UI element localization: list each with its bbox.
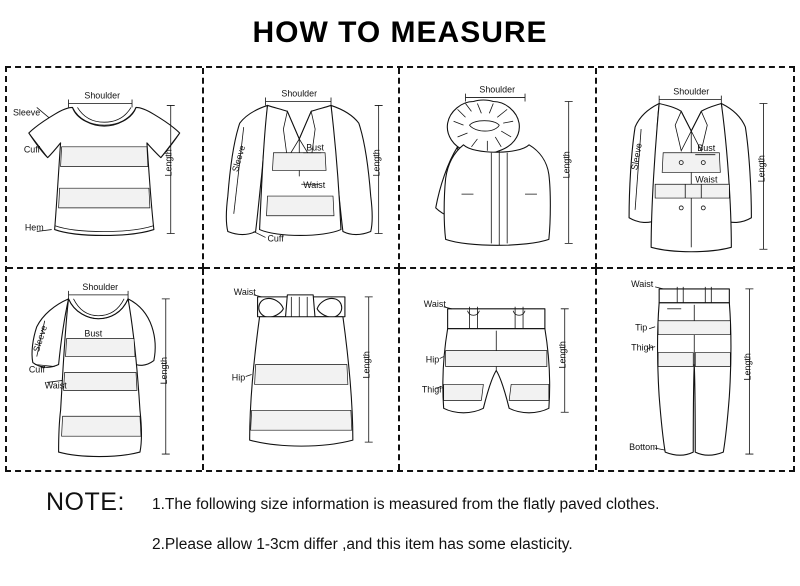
label-thigh: Thigh: [630, 342, 654, 353]
label-shoulder: Shoulder: [82, 281, 119, 292]
measurement-grid: [5, 66, 795, 472]
label-waist: Waist: [233, 286, 256, 297]
note-label: NOTE:: [46, 488, 125, 516]
label-waist: Waist: [423, 298, 446, 309]
label-shoulder: Shoulder: [84, 90, 121, 101]
label-length: Length: [755, 155, 766, 183]
label-tip: Tip: [634, 322, 647, 333]
label-cuff: Cuff: [28, 364, 46, 375]
label-waist: Waist: [44, 380, 67, 391]
label-shoulder: Shoulder: [672, 86, 709, 97]
label-sleeve: Sleeve: [12, 107, 41, 118]
label-length: Length: [371, 149, 382, 177]
label-hip: Hip: [425, 354, 440, 365]
note-line-2: 2.Please allow 1-3cm differ ,and this item has some elasticity.: [152, 536, 573, 553]
label-waist: Waist: [302, 180, 325, 191]
label-bust: Bust: [305, 142, 324, 153]
label-hem: Hem: [24, 222, 44, 233]
note-section: [0, 480, 800, 580]
label-length: Length: [361, 351, 372, 379]
label-waist: Waist: [630, 278, 653, 289]
t-shirt-diagram: [7, 68, 204, 269]
label-cuff: Cuff: [267, 233, 284, 244]
skirt-diagram: [204, 269, 401, 470]
label-shoulder: Shoulder: [479, 84, 516, 95]
label-bottom: Bottom: [628, 442, 658, 453]
label-hip: Hip: [231, 372, 245, 383]
page-title: HOW TO MEASURE: [252, 16, 548, 49]
label-shoulder: Shoulder: [280, 88, 317, 99]
label-sleeve: Sleeve: [31, 324, 50, 354]
shorts-diagram: [400, 269, 597, 470]
note-line-1: 1.The following size information is measured from the flatly paved clothes.: [152, 496, 660, 513]
label-cuff: Cuff: [23, 144, 41, 155]
label-length: Length: [741, 353, 752, 381]
trench-coat-diagram: [597, 68, 794, 269]
label-sleeve: Sleeve: [628, 142, 644, 171]
blazer-diagram: [204, 68, 401, 269]
label-length: Length: [163, 149, 174, 177]
label-bust: Bust: [84, 328, 103, 339]
fur-coat-diagram: [400, 68, 597, 269]
pants-diagram: [597, 269, 794, 470]
label-waist: Waist: [694, 174, 717, 185]
label-bust: Bust: [696, 142, 715, 153]
dress-diagram: [7, 269, 204, 470]
label-sleeve: Sleeve: [229, 144, 247, 173]
label-length: Length: [158, 357, 169, 385]
label-length: Length: [561, 151, 572, 179]
label-length: Length: [557, 341, 568, 369]
label-thigh: Thigh: [421, 384, 445, 395]
